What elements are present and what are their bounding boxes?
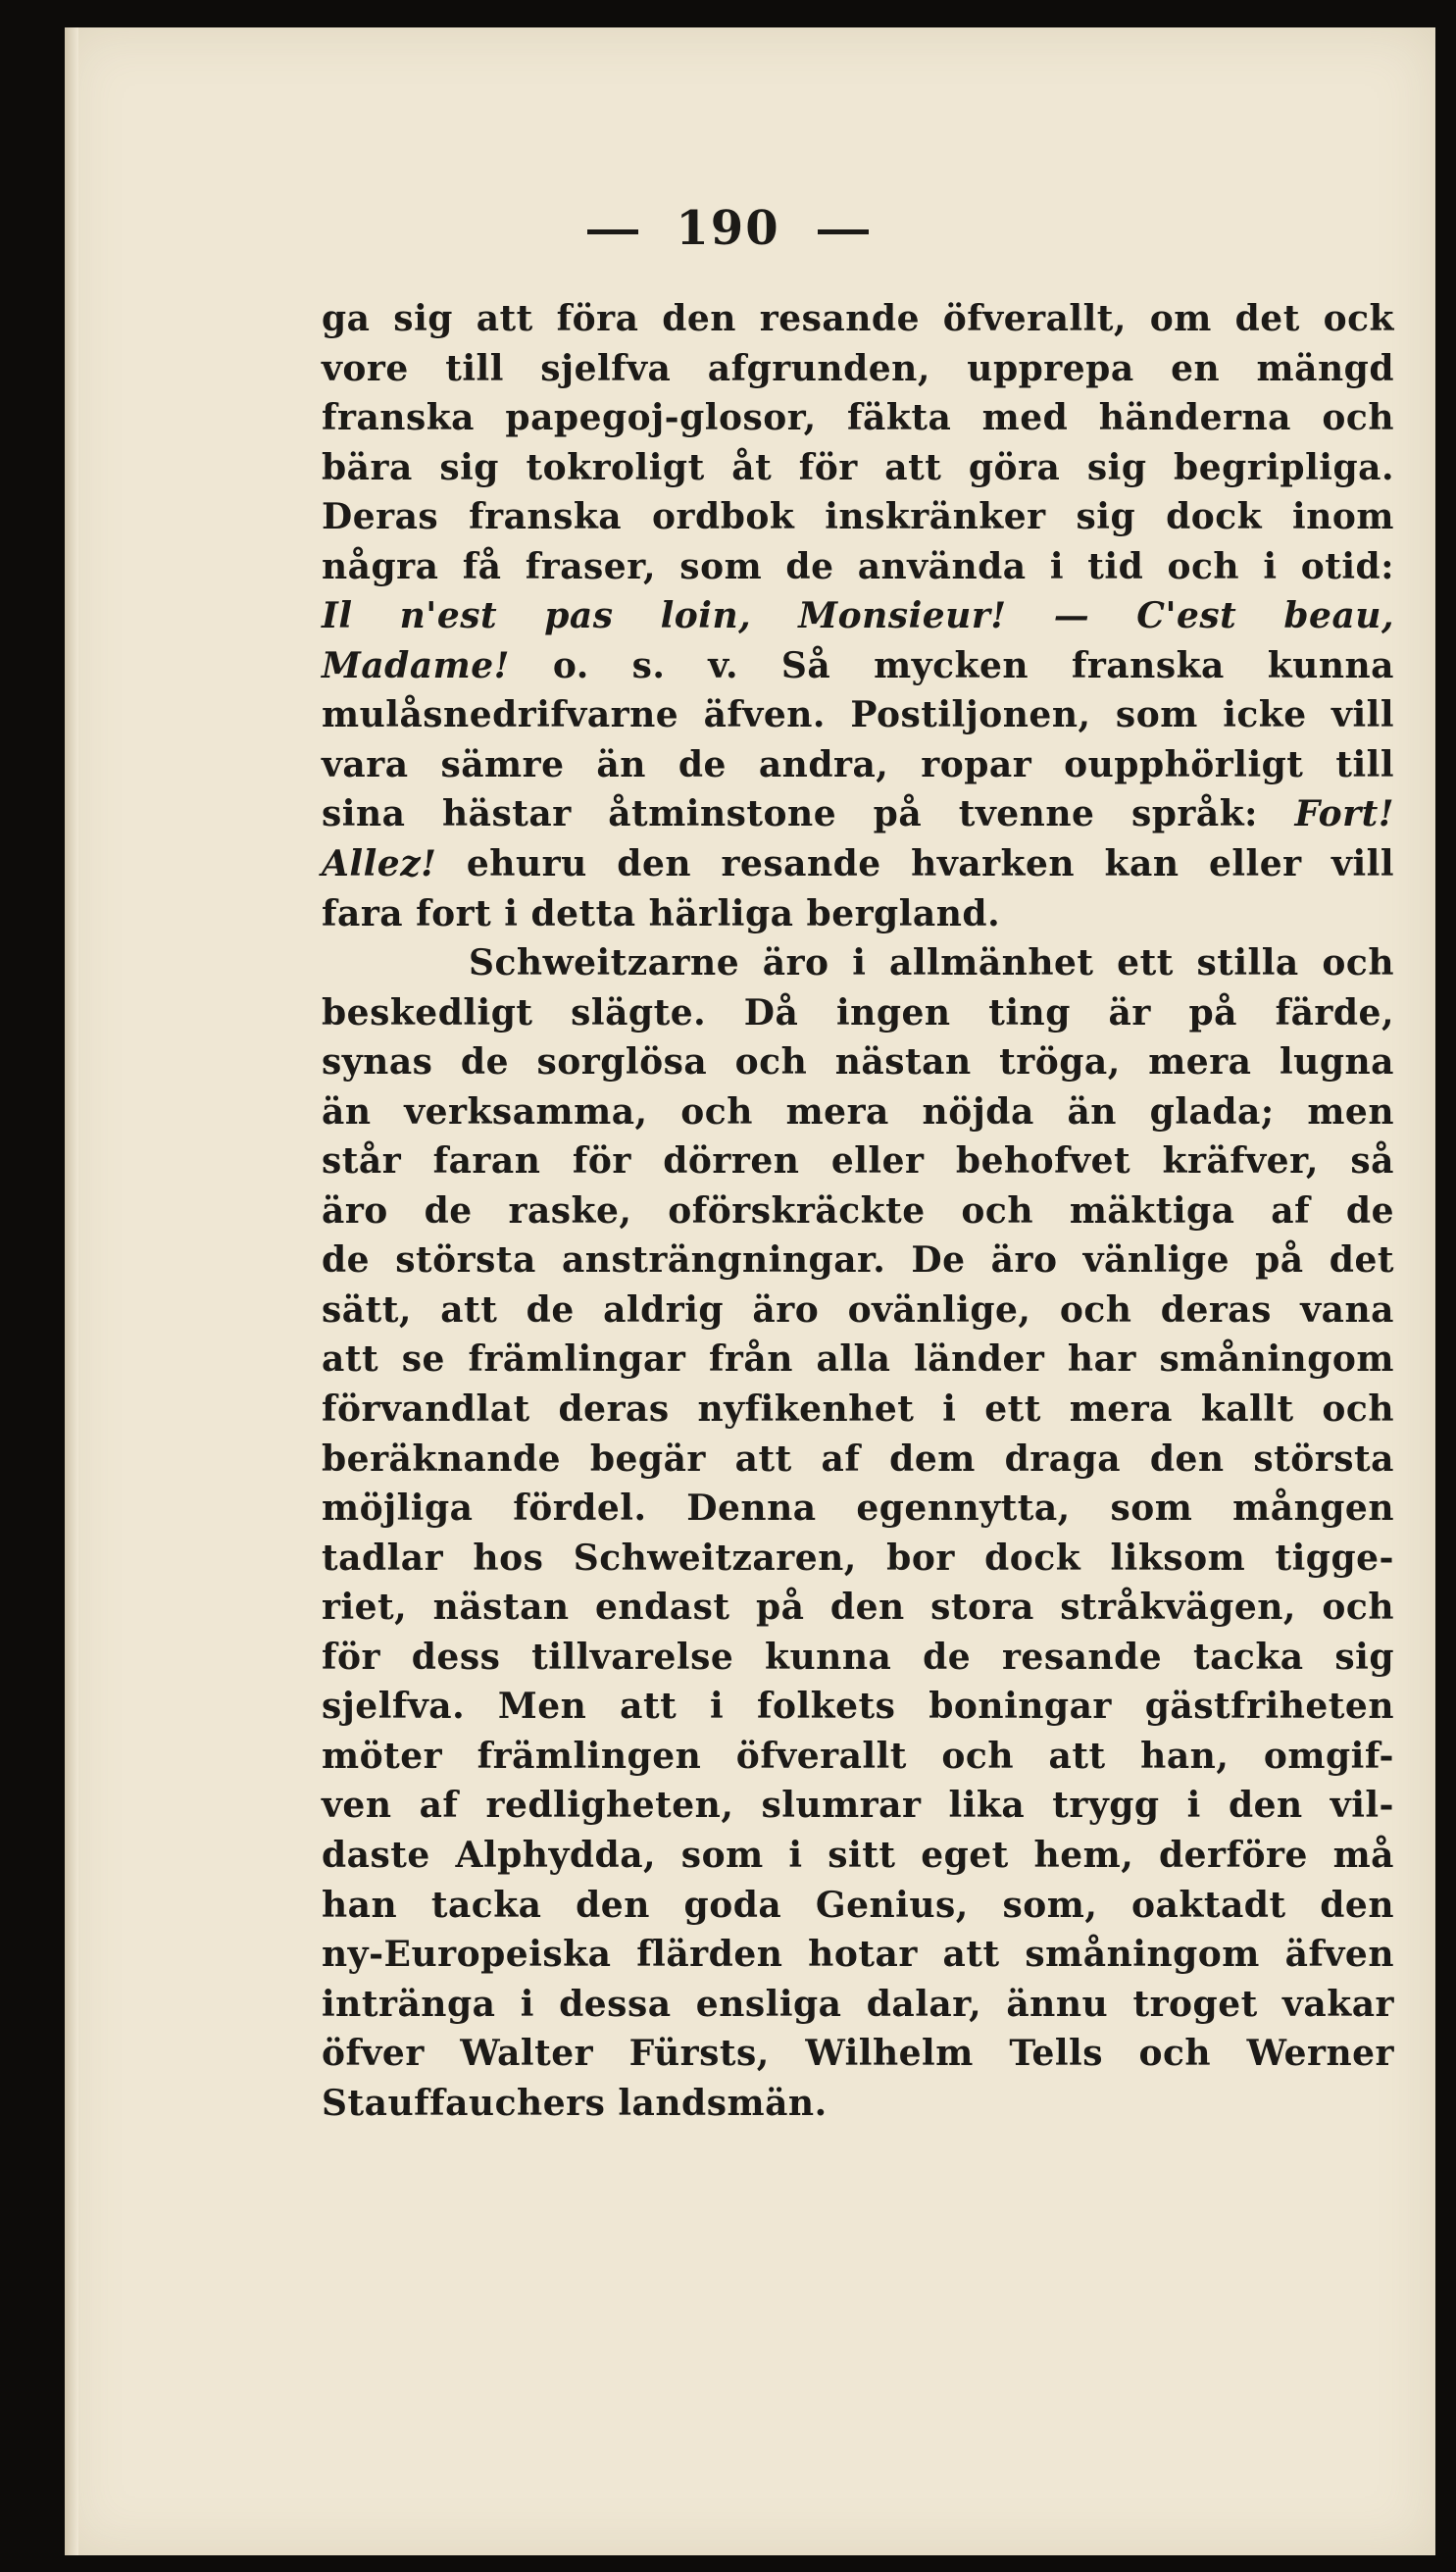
text-segment: de största ansträngningar. De äro vänlige på det [322,1239,1394,1282]
text-line [322,839,1394,889]
text-segment: vara sämre än de andra, ropar oupphörligt till [322,743,1394,785]
text-line [322,1186,1394,1236]
text-line [322,789,1394,839]
text-line [322,492,1394,542]
header-dash-left [587,229,638,234]
text-segment: öfver Walter Fürsts, Wilhelm Tells och Werner [322,2033,1394,2075]
text-line [322,2029,1394,2079]
text-segment: står faran för dörren eller behofvet kräfver, så [322,1140,1394,1183]
text-line [322,889,1394,939]
text-segment: att se främlingar från alla länder har småningom [322,1338,1394,1381]
text-segment: fara fort i detta härliga bergland. [322,892,1001,934]
text-line [322,542,1394,592]
text-line [322,1881,1394,1931]
text-segment: Schweitzarne äro i allmänhet ett stilla och [469,942,1394,984]
italic-phrase: Fort! [1294,793,1394,835]
text-line [322,1781,1394,1831]
text-segment: sina hästar åtminstone på tvenne språk: [322,793,1295,835]
text-line [322,1831,1394,1881]
text-line [322,740,1394,790]
text-segment: än verksamma, och mera nöjda än glada; men [322,1090,1394,1133]
text-segment: synas de sorglösa och nästan tröga, mera lugna [322,1041,1394,1084]
text-line [322,1236,1394,1286]
page-gutter-shadow [65,27,78,2555]
text-line [322,1682,1394,1732]
text-line [322,988,1394,1038]
text-line [322,1534,1394,1584]
text-segment: beräknande begär att af dem draga den största [322,1437,1394,1480]
text-segment: mulåsnedrifvarne äfven. Postiljonen, som icke vill [322,694,1394,736]
text-segment: ven af redligheten, slumrar lika trygg i den vil- [322,1785,1394,1827]
italic-phrase: Il n'est pas loin, Monsieur! — C'est beau, [322,595,1394,637]
text-line [322,1930,1394,1980]
page-number: 190 [676,201,780,256]
text-line [322,344,1394,394]
page-header [0,201,1456,256]
text-segment: några få fraser, som de använda i tid och i otid: [322,545,1394,587]
text-segment: inträngа i dessa ensliga dalar, ännu troget vakar [322,1983,1394,2025]
text-line [322,393,1394,443]
text-line [322,591,1394,641]
text-segment: sjelfva. Men att i folkets boningar gästfriheten [322,1686,1394,1728]
text-line [322,938,1394,988]
header-dash-right [818,229,869,234]
text-segment: Stauffauchers landsmän. [322,2082,828,2124]
text-line [322,1435,1394,1485]
text-line [322,1087,1394,1137]
text-line [322,1335,1394,1385]
text-line [322,1583,1394,1633]
text-segment: vore till sjelfva afgrunden, upprepa en mängd [322,347,1394,389]
text-line [322,1484,1394,1534]
text-segment: ny-Europeiska flärden hotar att småningom äfven [322,1934,1394,1976]
text-segment: för dess tillvarelse kunna de resande tacka sig [322,1636,1394,1678]
text-segment: ga sig att föra den resande öfverallt, om det ock [322,298,1394,339]
text-segment: Deras franska ordbok inskränker sig dock inom [322,496,1394,538]
text-line [322,1980,1394,2030]
text-line [322,294,1394,344]
text-line [322,1633,1394,1683]
italic-phrase: Madame! [322,644,510,686]
text-segment: sätt, att de aldrig äro ovänlige, och deras vana [322,1288,1394,1331]
page-body-text [322,294,1394,2128]
text-line [322,1385,1394,1435]
text-line [322,1732,1394,1782]
text-segment: han tacka den goda Genius, som, oaktadt den [322,1884,1394,1926]
text-segment: möjliga fördel. Denna egennytta, som mången [322,1488,1394,1530]
text-line [322,443,1394,493]
text-line [322,1037,1394,1087]
text-segment: franska papegoj-glosor, fäkta med händerna och [322,397,1394,439]
text-segment: beskedligt slägte. Då ingen ting är på färde, [322,991,1394,1034]
text-line [322,1136,1394,1186]
text-segment: möter främlingen öfverallt och att han, omgif- [322,1735,1394,1777]
text-segment: o. s. v. Så mycken franska kunna [509,644,1394,686]
text-segment: tadlar hos Schweitzaren, bor dock liksom tigge- [322,1537,1394,1579]
text-segment: ehuru den resande hvarken kan eller vill [436,843,1394,885]
text-segment: äro de raske, oförskräckte och mäktiga af de [322,1189,1394,1232]
text-segment: bära sig tokroligt åt för att göra sig begripliga. [322,446,1394,488]
text-segment: förvandlat deras nyfikenhet i ett mera kallt och [322,1388,1394,1431]
italic-phrase: Allez! [322,843,437,885]
text-line [322,1286,1394,1336]
text-segment: daste Alphydda, som i sitt eget hem, derföre må [322,1834,1394,1876]
text-line [322,690,1394,740]
text-line [322,2079,1394,2129]
text-line [322,641,1394,691]
text-segment: riet, nästan endast på den stora stråkvägen, och [322,1587,1394,1629]
